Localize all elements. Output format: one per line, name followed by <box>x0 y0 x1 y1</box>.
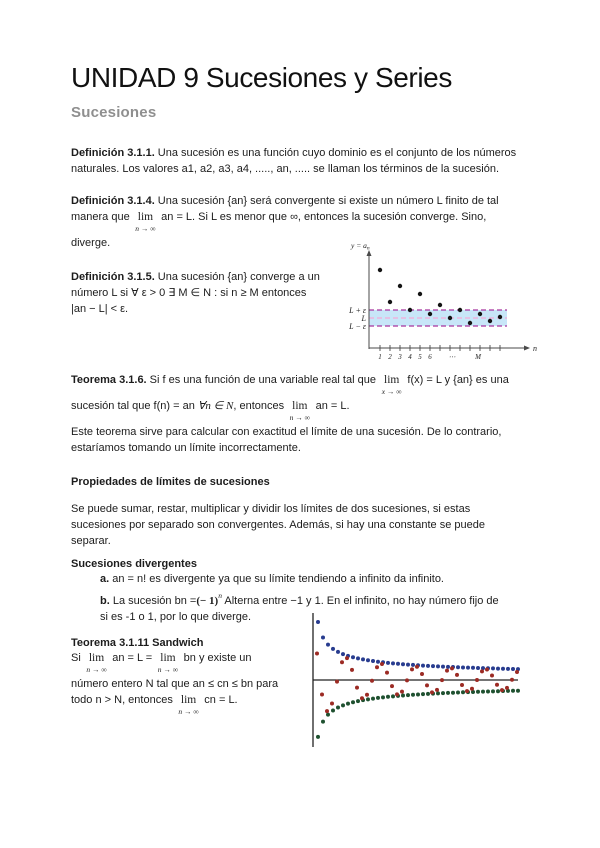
upper-dot <box>376 660 380 664</box>
lower-dot <box>451 691 455 695</box>
tick-label: 3 <box>398 353 402 361</box>
middle-dot <box>460 683 464 687</box>
upper-dot <box>476 666 480 670</box>
limit-notation <box>178 692 199 716</box>
sequence-dot <box>428 312 432 316</box>
tick-label: 4 <box>408 353 412 361</box>
text-run: Alterna entre −1 y 1. En el infinito, no hay número fijo de <box>221 595 499 607</box>
section-heading-sucesiones: Sucesiones <box>71 104 157 121</box>
text-run: sucesiones por separado son convergentes. Además, si hay una constante se puede <box>71 519 485 531</box>
upper-dot <box>491 666 495 670</box>
text-line <box>71 161 516 177</box>
upper-dot <box>471 666 475 670</box>
text-line <box>71 517 485 533</box>
limit-word: lim <box>292 400 308 412</box>
upper-dot <box>391 661 395 665</box>
text-line <box>71 556 197 572</box>
lower-dot <box>486 689 490 693</box>
lower-dot <box>496 689 500 693</box>
middle-dot <box>405 678 409 682</box>
text-run: Teorema 3.1.6. <box>71 374 147 386</box>
limit-word: lim <box>137 211 154 223</box>
lower-dot <box>416 692 420 696</box>
text-run: diverge. <box>71 237 111 249</box>
middle-dot <box>425 683 429 687</box>
definicion-3-1-1 <box>71 145 516 177</box>
text-run: , entonces <box>233 400 288 412</box>
middle-dot <box>410 667 414 671</box>
upper-dot <box>326 643 330 647</box>
lower-dot <box>351 700 355 704</box>
lower-dot <box>371 697 375 701</box>
lower-dot <box>336 706 340 710</box>
tick-label: 6 <box>428 353 432 361</box>
text-run: Se puede sumar, restar, multiplicar y dividir los límites de dos sucesiones, si estas <box>71 503 471 515</box>
upper-dot <box>496 667 500 671</box>
heading-sucesiones-divergentes <box>71 556 197 572</box>
item-a <box>100 571 444 587</box>
text-line <box>71 398 509 422</box>
upper-dot <box>411 663 415 667</box>
lower-dot <box>426 692 430 696</box>
text-run: sucesión tal que f(n) = an <box>71 400 198 412</box>
middle-dot <box>370 679 374 683</box>
convergence-figure <box>340 237 540 372</box>
lower-dot <box>331 708 335 712</box>
middle-dot <box>320 692 324 696</box>
upper-dot <box>341 652 345 656</box>
teorema-3-1-6 <box>71 372 509 456</box>
sequence-dot <box>468 321 472 325</box>
upper-dot <box>426 664 430 668</box>
middle-dot <box>470 687 474 691</box>
convergence-plot <box>340 237 540 367</box>
limit-notation <box>157 650 179 674</box>
middle-dot <box>500 688 504 692</box>
upper-dot <box>506 667 510 671</box>
limit-subscript: n → ∞ <box>86 665 107 674</box>
text-run: an = L. Si L es menor que ∞, entonces la sucesión converge. Sino, <box>158 211 487 223</box>
upper-dot <box>321 636 325 640</box>
text-line <box>71 269 320 285</box>
text-line <box>71 301 320 317</box>
text-run: Este teorema sirve para calcular con exactitud el límite de una sucesión. De lo contrario, <box>71 426 502 438</box>
limit-word: lim <box>160 652 176 664</box>
text-run: naturales. Los valores a1, a2, a3, a4, ....., an, ..... se llaman los términos de la sucesión. <box>71 163 500 175</box>
limit-subscript: n → ∞ <box>289 413 311 422</box>
middle-dot <box>390 684 394 688</box>
lower-dot <box>406 693 410 697</box>
text-line <box>71 193 499 209</box>
limit-word: lim <box>384 374 400 386</box>
upper-dot <box>501 667 505 671</box>
middle-dot <box>505 686 509 690</box>
middle-dot <box>450 666 454 670</box>
text-line <box>71 676 278 692</box>
upper-dot <box>431 664 435 668</box>
middle-dot <box>490 674 494 678</box>
middle-dot <box>485 668 489 672</box>
sequence-dot <box>488 319 492 323</box>
middle-dot <box>455 673 459 677</box>
text-run: Una sucesión {an} converge a un <box>154 271 320 283</box>
sandwich-figure <box>300 610 525 755</box>
upper-dot <box>356 656 360 660</box>
lower-dot <box>456 690 460 694</box>
text-run: an = n! es divergente ya que su límite tendiendo a infinito da infinito. <box>109 573 444 585</box>
middle-dot <box>430 690 434 694</box>
middle-dot <box>480 669 484 673</box>
upper-dot <box>316 620 320 624</box>
definicion-3-1-5 <box>71 269 320 317</box>
upper-dot <box>456 665 460 669</box>
middle-dot <box>445 669 449 673</box>
text-run: Teorema 3.1.11 Sandwich <box>71 637 204 649</box>
lower-dot <box>391 694 395 698</box>
text-line <box>71 145 516 161</box>
limit-subscript: x → ∞ <box>381 387 402 396</box>
limit-word: lim <box>88 652 105 664</box>
band-label: L − ε <box>349 322 366 331</box>
text-run: Si <box>71 652 84 664</box>
lower-dot <box>461 690 465 694</box>
middle-dot <box>350 668 354 672</box>
text-line <box>71 692 278 716</box>
middle-dot <box>380 662 384 666</box>
middle-dot <box>415 665 419 669</box>
middle-dot <box>335 680 339 684</box>
sequence-dot <box>418 292 422 296</box>
middle-dot <box>360 696 364 700</box>
x-axis-label: n <box>533 344 537 353</box>
upper-dot <box>386 661 390 665</box>
x-axis-arrow <box>524 346 530 351</box>
lower-dot <box>341 703 345 707</box>
middle-dot <box>395 692 399 696</box>
text-line <box>71 372 509 396</box>
lower-dot <box>436 691 440 695</box>
lower-dot <box>446 691 450 695</box>
text-run: Sucesiones divergentes <box>71 558 197 570</box>
y-axis-label-subscript: n <box>366 245 370 252</box>
limit-subscript: n → ∞ <box>157 665 179 674</box>
text-run: Definición 3.1.4. <box>71 195 155 207</box>
lower-dot <box>491 689 495 693</box>
limit-notation <box>135 209 156 233</box>
limit-subscript: n → ∞ <box>135 224 156 233</box>
y-axis-label: $y = a_n$ <box>351 241 370 252</box>
band-label: L <box>361 314 366 323</box>
upper-dot <box>371 659 375 663</box>
upper-dot <box>396 662 400 666</box>
sequence-dot <box>438 303 442 307</box>
middle-dot <box>330 701 334 705</box>
limit-notation <box>381 372 402 396</box>
text-line <box>100 571 444 587</box>
sequence-dot <box>408 308 412 312</box>
lower-dot <box>481 690 485 694</box>
parrafo-propiedades <box>71 501 485 549</box>
text-run: an = L = <box>109 652 156 664</box>
lower-dot <box>376 696 380 700</box>
sequence-dot <box>388 300 392 304</box>
lower-dot <box>381 695 385 699</box>
upper-dot <box>331 647 335 651</box>
text-run: Definición 3.1.5. <box>71 271 155 283</box>
lower-dot <box>441 691 445 695</box>
squeezed-series <box>315 651 519 713</box>
upper-dot <box>466 666 470 670</box>
parrafo-sandwich <box>71 650 278 718</box>
middle-dot <box>385 671 389 675</box>
sequence-dot <box>498 315 502 319</box>
text-run: manera que <box>71 211 133 223</box>
upper-dot <box>361 657 365 661</box>
sequence-dot <box>458 308 462 312</box>
middle-dot <box>475 678 479 682</box>
sequence-dot <box>448 316 452 320</box>
lower-dot <box>356 699 360 703</box>
lower-dot <box>346 702 350 706</box>
upper-dot <box>511 667 515 671</box>
band-label: L + ε <box>349 306 366 315</box>
upper-dot <box>441 665 445 669</box>
middle-dot <box>440 678 444 682</box>
text-run: an = L. <box>312 400 350 412</box>
lower-dot <box>511 689 515 693</box>
text-line <box>71 635 203 651</box>
tick-label: M <box>475 353 481 361</box>
text-run: todo n > N, entonces <box>71 694 176 706</box>
tick-label: 5 <box>418 353 422 361</box>
text-run: n <box>218 591 222 600</box>
text-line <box>71 501 485 517</box>
lower-dot <box>386 695 390 699</box>
text-run: Una sucesión {an} será convergente si existe un número L finito de tal <box>154 195 499 207</box>
text-line <box>71 474 270 490</box>
limit-subscript: n → ∞ <box>178 707 199 716</box>
middle-dot <box>355 686 359 690</box>
text-run: estaríamos tomando un límite incorrectamente. <box>71 442 301 454</box>
upper-dot <box>461 665 465 669</box>
middle-dot <box>315 651 319 655</box>
lower-dot <box>401 693 405 697</box>
text-run: ∀n ∈ N <box>197 400 234 412</box>
text-run: bn y existe un <box>180 652 252 664</box>
text-run: Una sucesión es una función cuyo dominio es el conjunto de los números <box>154 147 517 159</box>
tick-label: ⋯ <box>448 353 456 361</box>
text-line <box>71 209 499 233</box>
lower-dot <box>411 693 415 697</box>
text-run: Si f es una función de una variable real tal que <box>146 374 379 386</box>
text-line <box>71 424 509 440</box>
lower-dot <box>421 692 425 696</box>
lower-dot <box>326 713 330 717</box>
text-line <box>71 440 509 456</box>
sequence-dot <box>378 268 382 272</box>
middle-dot <box>345 656 349 660</box>
text-run: Propiedades de límites de sucesiones <box>71 476 270 488</box>
middle-dot <box>510 678 514 682</box>
limit-notation <box>86 650 107 674</box>
upper-dot <box>406 663 410 667</box>
text-run: |an − L| < ε. <box>71 303 129 315</box>
upper-bound-series <box>316 620 520 671</box>
lower-dot <box>316 735 320 739</box>
text-run: Definición 3.1.1. <box>71 147 155 159</box>
upper-dot <box>336 650 340 654</box>
lower-dot <box>321 720 325 724</box>
lower-dot <box>516 689 520 693</box>
text-run: La sucesión bn = <box>109 595 197 607</box>
upper-dot <box>401 662 405 666</box>
heading-teorema-sandwich <box>71 635 203 651</box>
middle-dot <box>340 660 344 664</box>
sandwich-plot <box>300 610 525 750</box>
middle-dot <box>495 683 499 687</box>
middle-dot <box>515 670 519 674</box>
middle-dot <box>400 690 404 694</box>
tick-label: 1 <box>378 353 382 361</box>
lower-dot <box>366 697 370 701</box>
text-line <box>71 650 278 674</box>
middle-dot <box>365 693 369 697</box>
text-run: f(x) = L y {an} es una <box>404 374 509 386</box>
text-line <box>71 285 320 301</box>
text-run: cn = L. <box>201 694 238 706</box>
middle-dot <box>420 672 424 676</box>
text-run: b. <box>100 595 110 607</box>
upper-dot <box>436 664 440 668</box>
upper-dot <box>446 665 450 669</box>
limit-notation <box>289 398 311 422</box>
text-run: (− 1) <box>196 595 219 607</box>
middle-dot <box>435 688 439 692</box>
middle-dot <box>375 665 379 669</box>
lower-dot <box>476 690 480 694</box>
text-run: si es -1 o 1, por lo que diverge. <box>100 611 252 623</box>
sequence-dot <box>398 284 402 288</box>
text-run: separar. <box>71 535 111 547</box>
middle-dot <box>465 689 469 693</box>
sequence-dot <box>478 312 482 316</box>
tick-label: 2 <box>388 353 392 361</box>
middle-dot <box>325 709 329 713</box>
upper-dot <box>421 664 425 668</box>
text-line <box>100 588 499 609</box>
heading-propiedades <box>71 474 270 490</box>
document-title: UNIDAD 9 Sucesiones y Series <box>71 62 452 93</box>
text-run: a. <box>100 573 110 585</box>
upper-dot <box>366 658 370 662</box>
text-run: número entero N tal que an ≤ cn ≤ bn para <box>71 678 279 690</box>
lower-bound-series <box>316 689 520 739</box>
limit-word: lim <box>180 694 197 706</box>
text-run: número L si ∀ ε > 0 ∃ M ∈ N : si n ≥ M entonces <box>71 287 307 299</box>
text-line <box>71 533 485 549</box>
upper-dot <box>351 655 355 659</box>
